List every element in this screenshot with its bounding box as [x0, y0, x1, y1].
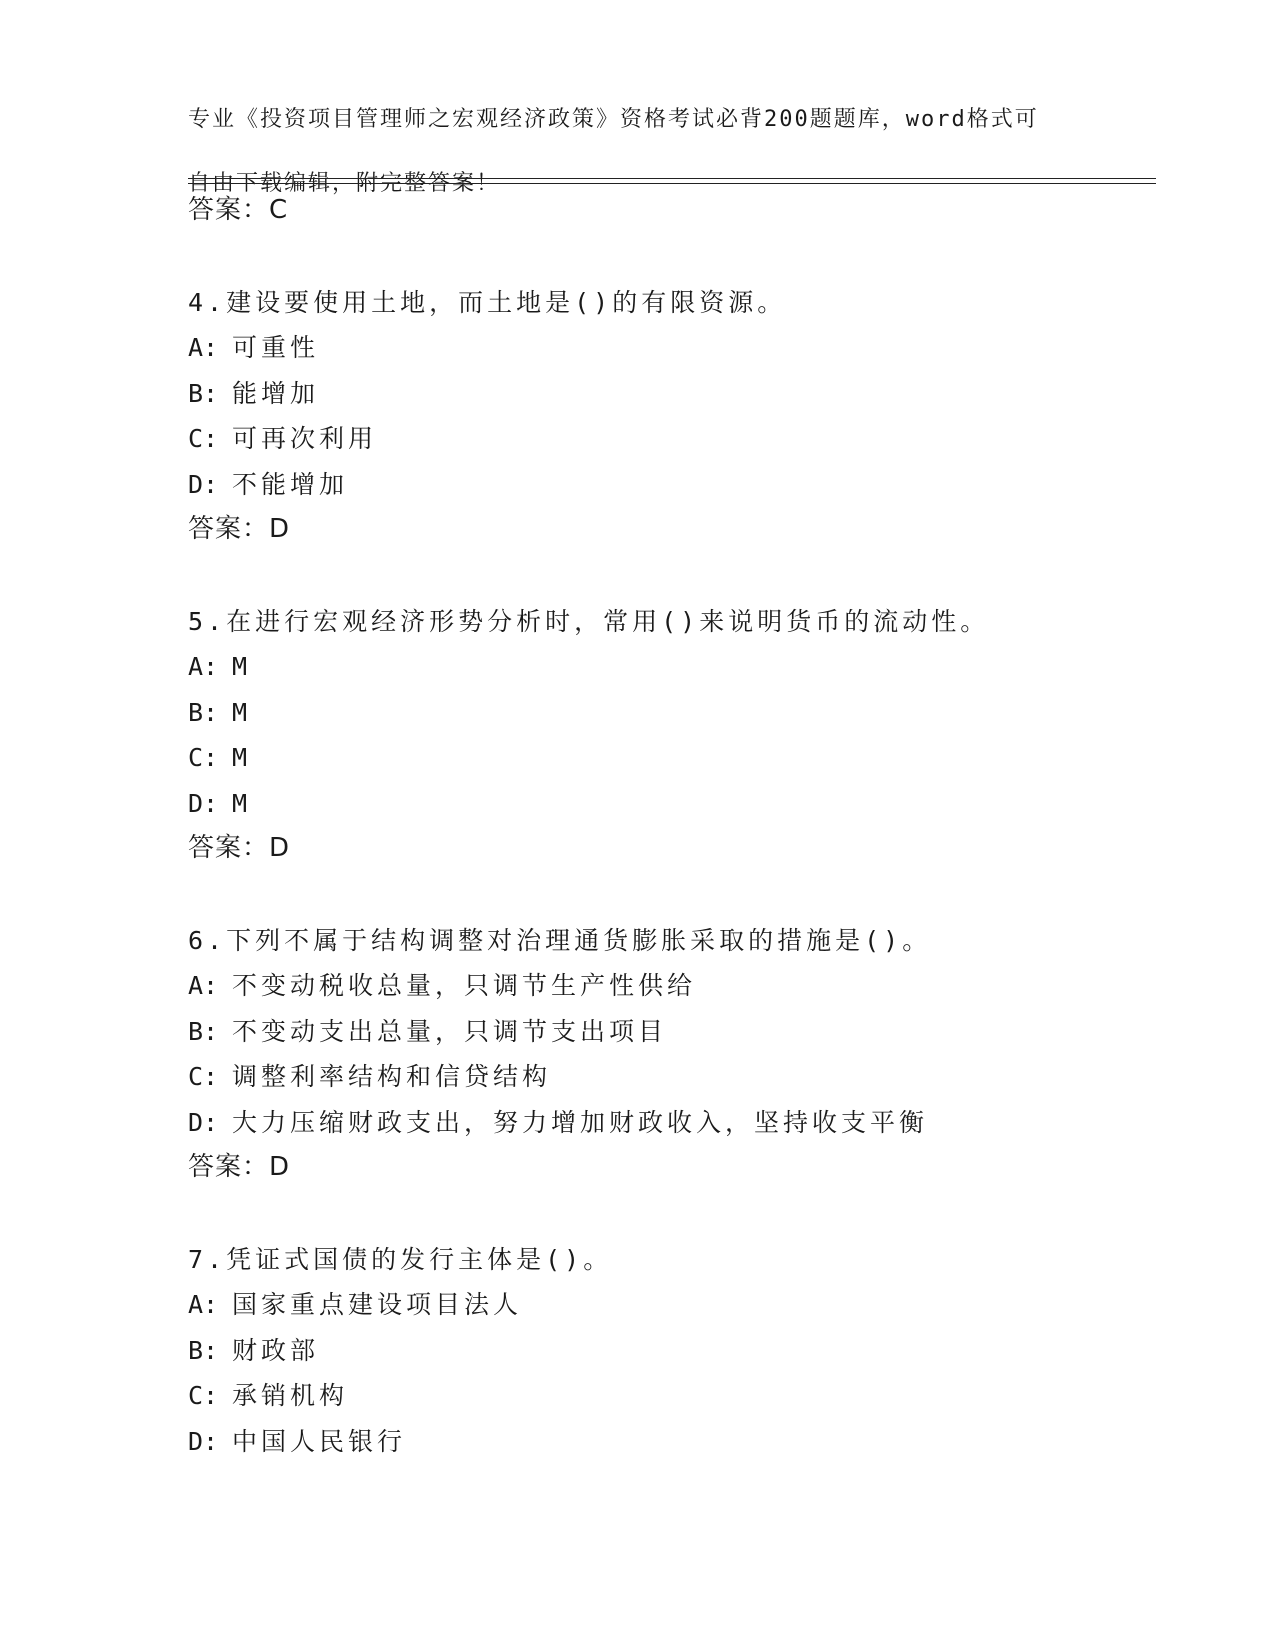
- block-spacer: [188, 872, 1148, 918]
- option-text: 大力压缩财政支出，努力增加财政收入，坚持收支平衡: [232, 1107, 929, 1137]
- option-text: 能增加: [232, 378, 320, 408]
- option-line: [188, 1419, 1148, 1465]
- block-spacer: [188, 553, 1148, 599]
- option-label: B:: [188, 378, 219, 408]
- option-line: [188, 371, 1148, 417]
- header-divider-bottom: [188, 183, 1156, 184]
- option-text: 可再次利用: [232, 424, 378, 453]
- option-label: B:: [188, 1016, 219, 1046]
- option-label: C:: [188, 1381, 219, 1410]
- option-text: 承销机构: [232, 1381, 349, 1410]
- option-line: [188, 1100, 1148, 1146]
- option-text: M: [232, 697, 252, 727]
- option-text: 财政部: [232, 1335, 320, 1365]
- option-label: C:: [188, 424, 219, 453]
- answer-line: 答案：D: [188, 1152, 291, 1182]
- option-text: M: [232, 743, 252, 772]
- option-line: [188, 1009, 1148, 1055]
- option-label: B:: [188, 697, 219, 727]
- option-line: [188, 644, 1148, 690]
- header-divider-top: [188, 178, 1156, 179]
- option-line: [188, 462, 1148, 508]
- answer-line: 答案：D: [188, 833, 291, 863]
- answer-line: 答案：D: [188, 514, 291, 544]
- option-text: 调整利率结构和信贷结构: [232, 1062, 552, 1091]
- option-line: [188, 1282, 1148, 1328]
- answer-line: 答案：C: [188, 195, 289, 225]
- question-list: [188, 188, 1148, 1464]
- question-text: 5.在进行宏观经济形势分析时，常用()来说明货币的流动性。: [188, 606, 990, 636]
- option-text: 中国人民银行: [232, 1426, 407, 1456]
- option-text: 不能增加: [232, 469, 349, 499]
- option-label: C:: [188, 743, 219, 772]
- option-label: A:: [188, 333, 219, 362]
- option-label: B:: [188, 1335, 219, 1365]
- option-line: [188, 963, 1148, 1009]
- option-text: 不变动支出总量，只调节支出项目: [232, 1016, 668, 1046]
- option-line: [188, 735, 1148, 781]
- option-line: [188, 1328, 1148, 1374]
- option-label: C:: [188, 1062, 219, 1091]
- option-line: [188, 1373, 1148, 1419]
- question-text: 6.下列不属于结构调整对治理通货膨胀采取的措施是()。: [188, 925, 932, 955]
- block-spacer: [188, 1191, 1148, 1237]
- option-label: D:: [188, 1107, 219, 1137]
- option-line: [188, 781, 1148, 827]
- option-text: 不变动税收总量，只调节生产性供给: [232, 971, 697, 1000]
- header-line-1: 专业《投资项目管理师之宏观经济政策》资格考试必背200题题库，word格式可: [188, 107, 1039, 132]
- option-label: A:: [188, 652, 219, 681]
- block-spacer: [188, 234, 1148, 280]
- option-label: A:: [188, 971, 219, 1000]
- option-label: D:: [188, 788, 219, 818]
- option-label: A:: [188, 1290, 219, 1319]
- question-text: 7.凭证式国债的发行主体是()。: [188, 1244, 613, 1274]
- option-label: D:: [188, 469, 219, 499]
- option-line: [188, 416, 1148, 462]
- header-line-2: 自由下载编辑，附完整答案！: [188, 171, 501, 196]
- question-text: 4.建设要使用土地，而土地是()的有限资源。: [188, 287, 787, 317]
- option-text: 国家重点建设项目法人: [232, 1290, 523, 1319]
- option-text: 可重性: [232, 333, 320, 362]
- option-line: [188, 325, 1148, 371]
- option-text: M: [232, 652, 252, 681]
- option-line: [188, 690, 1148, 736]
- option-text: M: [232, 788, 252, 818]
- option-line: [188, 1054, 1148, 1100]
- option-label: D:: [188, 1426, 219, 1456]
